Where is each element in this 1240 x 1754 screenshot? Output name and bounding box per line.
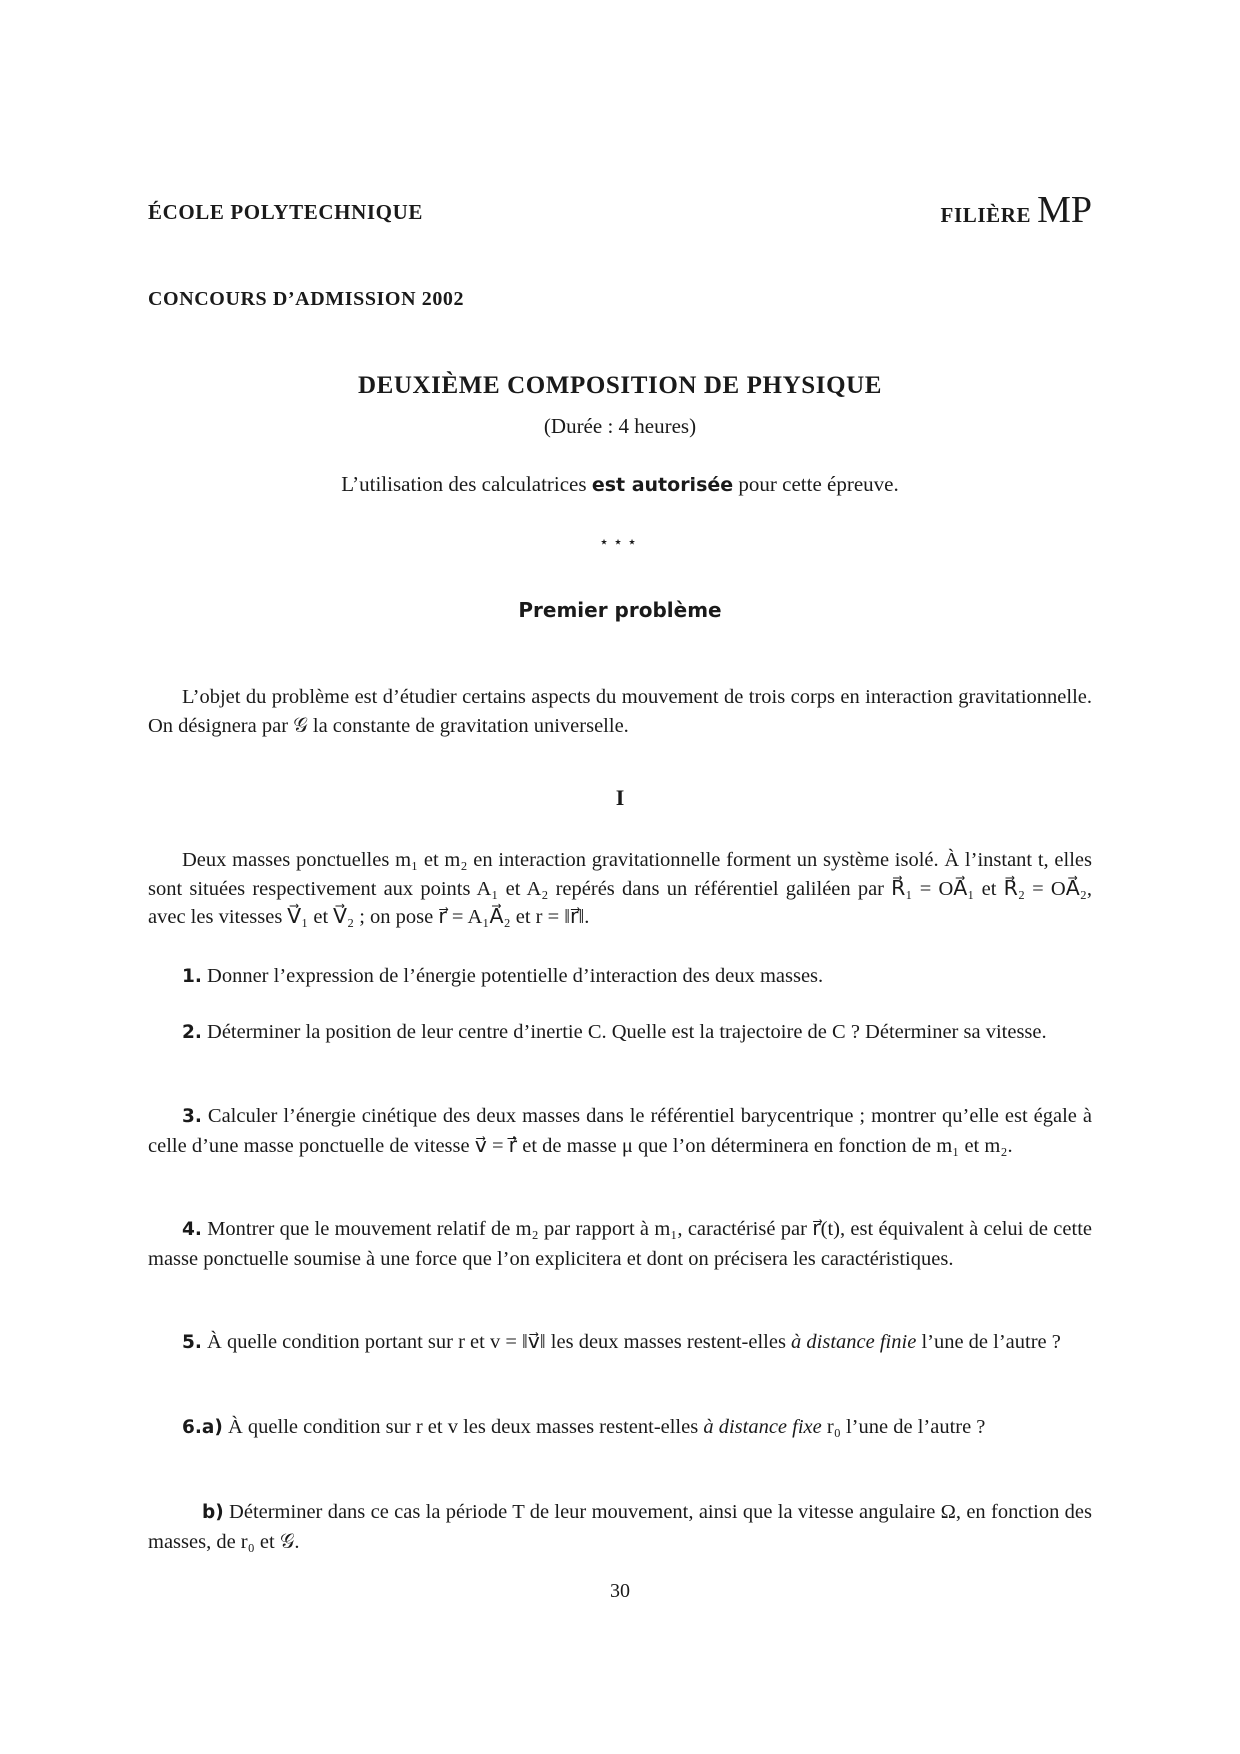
question-text: Déterminer la position de leur centre d’inertie C. Quelle est la trajectoire de C ? Déterminer sa vitesse.	[201, 1021, 1047, 1043]
page-number: 30	[610, 1580, 630, 1602]
calc-note-end: pour cette épreuve.	[733, 472, 899, 496]
question-emphasis: à distance finie	[791, 1331, 917, 1353]
question-4	[148, 1215, 1092, 1273]
question-number: b)	[202, 1502, 224, 1523]
section-number: I	[615, 785, 625, 810]
question-text: Donner l’expression de l’énergie potentielle d’interaction des deux masses.	[201, 965, 824, 987]
question-5	[148, 1328, 1092, 1358]
question-1	[148, 962, 1092, 992]
question-number: 1.	[182, 966, 202, 987]
filiere-code: MP	[1037, 189, 1092, 231]
exam-duration: (Durée : 4 heures)	[543, 414, 697, 438]
problem-title: Premier problème	[518, 598, 722, 622]
question-text: Déterminer dans ce cas la période T de leur mouvement, ainsi que la vitesse angulaire Ω, en fonction des masses, de r₀ et 𝒢.	[148, 1501, 1092, 1553]
question-6b	[148, 1498, 1092, 1556]
question-2	[148, 1018, 1092, 1048]
exam-title: DEUXIÈME COMPOSITION DE PHYSIQUE	[357, 372, 883, 399]
filiere-label: FILIÈRE	[940, 203, 1032, 227]
question-number: 4.	[182, 1219, 202, 1240]
calculator-note	[148, 472, 1092, 497]
question-emphasis: à distance fixe	[703, 1416, 822, 1438]
question-text-tail: l’une de l’autre ?	[916, 1331, 1061, 1353]
question-number: 2.	[182, 1022, 202, 1043]
question-number: 3.	[182, 1106, 202, 1127]
question-number: 5.	[182, 1332, 202, 1353]
question-6a	[148, 1413, 1092, 1443]
calc-note-bold: est autorisée	[591, 474, 734, 496]
question-3	[148, 1102, 1092, 1160]
calc-note-start: L’utilisation des calculatrices	[341, 472, 592, 496]
question-text: À quelle condition sur r et v les deux masses restent-elles	[222, 1416, 704, 1438]
question-number: 6.a)	[182, 1417, 223, 1438]
question-text: À quelle condition portant sur r et v = ‖v⃗‖ les deux masses restent-elles	[201, 1331, 792, 1353]
problem-intro: L’objet du problème est d’étudier certains aspects du mouvement de trois corps en interaction gravitationnelle. On désignera par 𝒢 la constante de gravitation universelle.	[148, 686, 1092, 737]
question-text-tail: r₀ l’une de l’autre ?	[821, 1416, 986, 1438]
school-name: ÉCOLE POLYTECHNIQUE	[148, 200, 423, 224]
separator-stars: ⋆⋆⋆	[598, 532, 642, 551]
question-text: Calculer l’énergie cinétique des deux masses dans le référentiel barycentrique ; montrer qu’elle est égale à celle d’une masse ponctuelle de vitesse v⃗ = ṙ⃗ et de masse μ que l’on déterminera en fonction de m₁ et m₂.	[148, 1105, 1092, 1157]
concours-line: CONCOURS D’ADMISSION 2002	[148, 288, 465, 310]
question-text: Montrer que le mouvement relatif de m₂ par rapport à m₁, caractérisé par r⃗(t), est équivalent à celui de cette masse ponctuelle soumise à une force que l’on explicitera et dont on précisera les caractéristiques.	[148, 1218, 1092, 1270]
filiere-header	[941, 188, 1092, 232]
problem-setup: Deux masses ponctuelles m₁ et m₂ en interaction gravitationnelle forment un système isolé. À l’instant t, elles sont situées respectivement aux points A₁ et A₂ repérés dans un référentiel galiléen par R⃗₁ = OA⃗₁ et R⃗₂ = OA⃗₂, avec les vitesses V⃗₁ et V⃗₂ ; on pose r⃗ = A₁A⃗₂ et r = ‖r⃗‖.	[148, 849, 1092, 928]
